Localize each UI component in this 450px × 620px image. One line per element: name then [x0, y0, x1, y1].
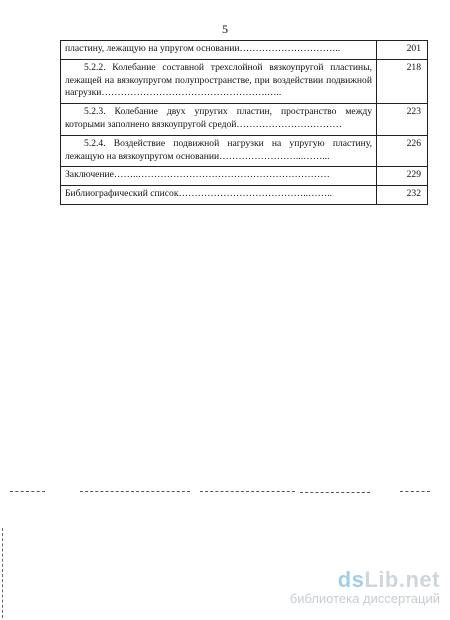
scan-artifact-line	[80, 491, 190, 492]
toc-page-number: 201	[377, 41, 428, 60]
watermark	[290, 567, 440, 606]
toc-entry-text: Заключение……..……………………………………………………	[65, 169, 330, 181]
toc-entry-text: 5.2.2. Колебание составной трехслойной вязкоупругой пластины, лежащей на вязкоупругом полупространстве, при воздействии подвижной нагрузки…………………………………………….…..	[65, 61, 372, 99]
toc-page-number: 232	[377, 186, 428, 205]
toc-entry	[61, 186, 377, 205]
toc-page-number: 226	[377, 135, 428, 167]
watermark-subtitle: библиотека диссертаций	[289, 591, 440, 606]
toc-entry-text: 5.2.3. Колебание двух упругих пластин, пространство между которыми заполнено вязкоупругой средой……………………………	[65, 106, 372, 130]
page-number: 5	[222, 22, 228, 36]
toc-row	[61, 186, 428, 205]
toc-entry	[61, 135, 377, 167]
toc-entry	[61, 104, 377, 136]
table-of-contents	[60, 40, 428, 205]
watermark-logo-domain: .net	[398, 567, 440, 592]
scan-artifact-edge	[2, 528, 6, 618]
toc-page-number: 229	[377, 167, 428, 186]
scan-artifact-line	[400, 491, 430, 492]
scan-artifact-line	[300, 492, 370, 493]
toc-row	[61, 104, 428, 136]
toc-entry-text: Библиографический список…………………………………..……..	[65, 188, 332, 200]
watermark-logo	[290, 567, 440, 593]
toc-row	[61, 41, 428, 60]
scan-artifact-line	[10, 491, 45, 492]
toc-row	[61, 59, 428, 103]
toc-entry	[61, 41, 377, 60]
toc-entry	[61, 167, 377, 186]
toc-page-number: 218	[377, 59, 428, 103]
scan-artifact-line	[200, 491, 295, 492]
toc-entry-text: пластину, лежащую на упругом основании…………………………..	[65, 43, 341, 54]
toc-row	[61, 135, 428, 167]
toc-page-number: 223	[377, 104, 428, 136]
toc-entry	[61, 59, 377, 103]
toc-row	[61, 167, 428, 186]
watermark-logo-ds: ds	[337, 567, 365, 592]
toc-entry-text: 5.2.4. Воздействие подвижной нагрузки на упругую пластину, лежащую на вязкоупругом основании……………………...……...	[65, 137, 372, 162]
watermark-logo-lib: Lib	[364, 567, 399, 592]
